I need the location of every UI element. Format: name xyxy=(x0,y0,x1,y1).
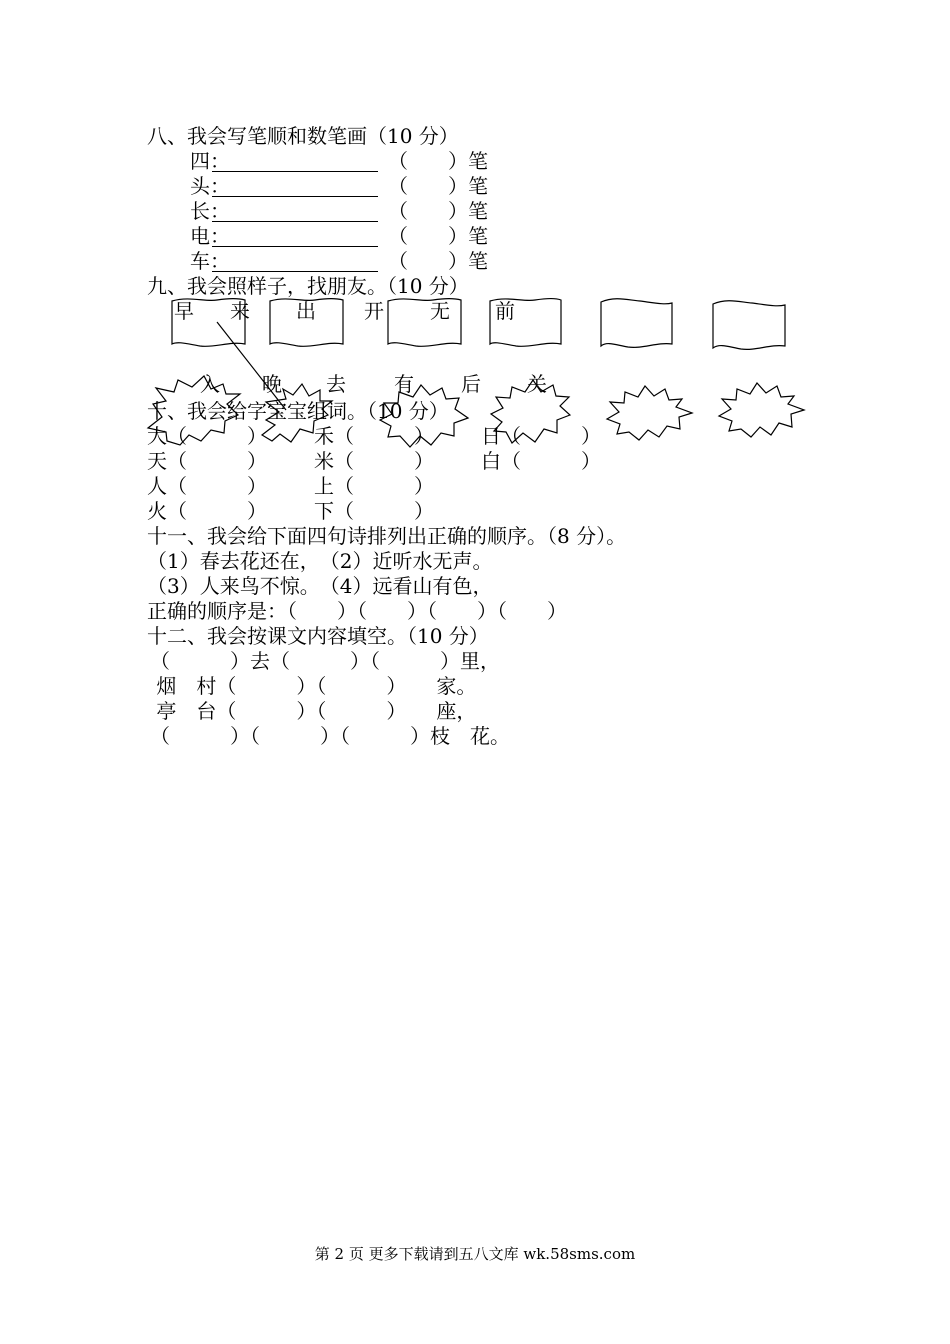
stroke-char-4: 电： xyxy=(190,224,230,248)
flag-shape-6 xyxy=(713,301,785,350)
flag-char-6: 前 xyxy=(495,299,515,323)
word-item: 米（ ） xyxy=(314,449,434,473)
section8-title: 八、我会写笔顺和数笔画（10 分） xyxy=(147,124,459,148)
star-char-1: 入 xyxy=(200,372,220,396)
stroke-char-2: 头： xyxy=(190,174,230,198)
word-item: 火（ ） xyxy=(147,499,267,523)
stroke-count-5: （ ）笔 xyxy=(388,249,488,273)
word-item: 大（ ） xyxy=(147,424,267,448)
fill-line: 烟 村（ ）（ ） 家。 xyxy=(150,674,477,698)
flag-char-1: 早 xyxy=(174,299,194,323)
word-item: 人（ ） xyxy=(147,474,267,498)
burst-shape-5 xyxy=(607,386,692,440)
flag-char-3: 出 xyxy=(296,299,316,323)
section11-title: 十一、我会给下面四句诗排列出正确的顺序。（8 分）。 xyxy=(147,524,627,548)
section10-title: 十、我会给字宝宝组词。（10 分） xyxy=(147,399,449,423)
poem-line: （1）春去花还在， （2）近听水无声。 xyxy=(147,549,493,573)
word-item: 日（ ） xyxy=(481,424,601,448)
flag-char-2: 来 xyxy=(230,299,250,323)
word-item: 白（ ） xyxy=(481,449,601,473)
poem-line: （3）人来鸟不惊。 （4）远看山有色， xyxy=(147,574,493,598)
fill-line: 亭 台（ ）（ ） 座， xyxy=(150,699,477,723)
stroke-count-2: （ ）笔 xyxy=(388,174,488,198)
star-char-2: 晚 xyxy=(262,372,282,396)
fill-line: （ ）去（ ）（ ）里， xyxy=(150,649,500,673)
example-match-line xyxy=(217,322,286,410)
word-item: 禾（ ） xyxy=(314,424,434,448)
star-char-4: 有 xyxy=(394,372,414,396)
word-item: 上（ ） xyxy=(314,474,434,498)
stroke-count-4: （ ）笔 xyxy=(388,224,488,248)
flag-shape-3 xyxy=(388,299,461,347)
stroke-char-1: 四： xyxy=(190,149,230,173)
stroke-count-1: （ ）笔 xyxy=(388,149,488,173)
section9-title: 九、我会照样子，找朋友。（10 分） xyxy=(147,274,469,298)
flag-shape-5 xyxy=(601,299,672,348)
flag-char-4: 开 xyxy=(364,299,384,323)
stroke-char-3: 长： xyxy=(190,199,230,223)
word-item: 天（ ） xyxy=(147,449,267,473)
page-footer: 第 2 页 更多下载请到五八文库 wk.58sms.com xyxy=(314,1245,636,1263)
star-char-5: 后 xyxy=(461,372,481,396)
word-item: 下（ ） xyxy=(314,499,434,523)
order-answer-line: 正确的顺序是：（ ）（ ）（ ）（ ） xyxy=(147,599,567,623)
stroke-char-5: 车： xyxy=(190,249,230,273)
star-char-6: 关 xyxy=(527,372,547,396)
section12-title: 十二、我会按课文内容填空。（10 分） xyxy=(147,624,489,648)
stroke-count-3: （ ）笔 xyxy=(388,199,488,223)
fill-line: （ ）（ ）（ ）枝 花。 xyxy=(150,724,510,748)
burst-shape-6 xyxy=(719,383,804,437)
star-char-3: 去 xyxy=(326,372,346,396)
flag-char-5: 无 xyxy=(430,299,450,323)
